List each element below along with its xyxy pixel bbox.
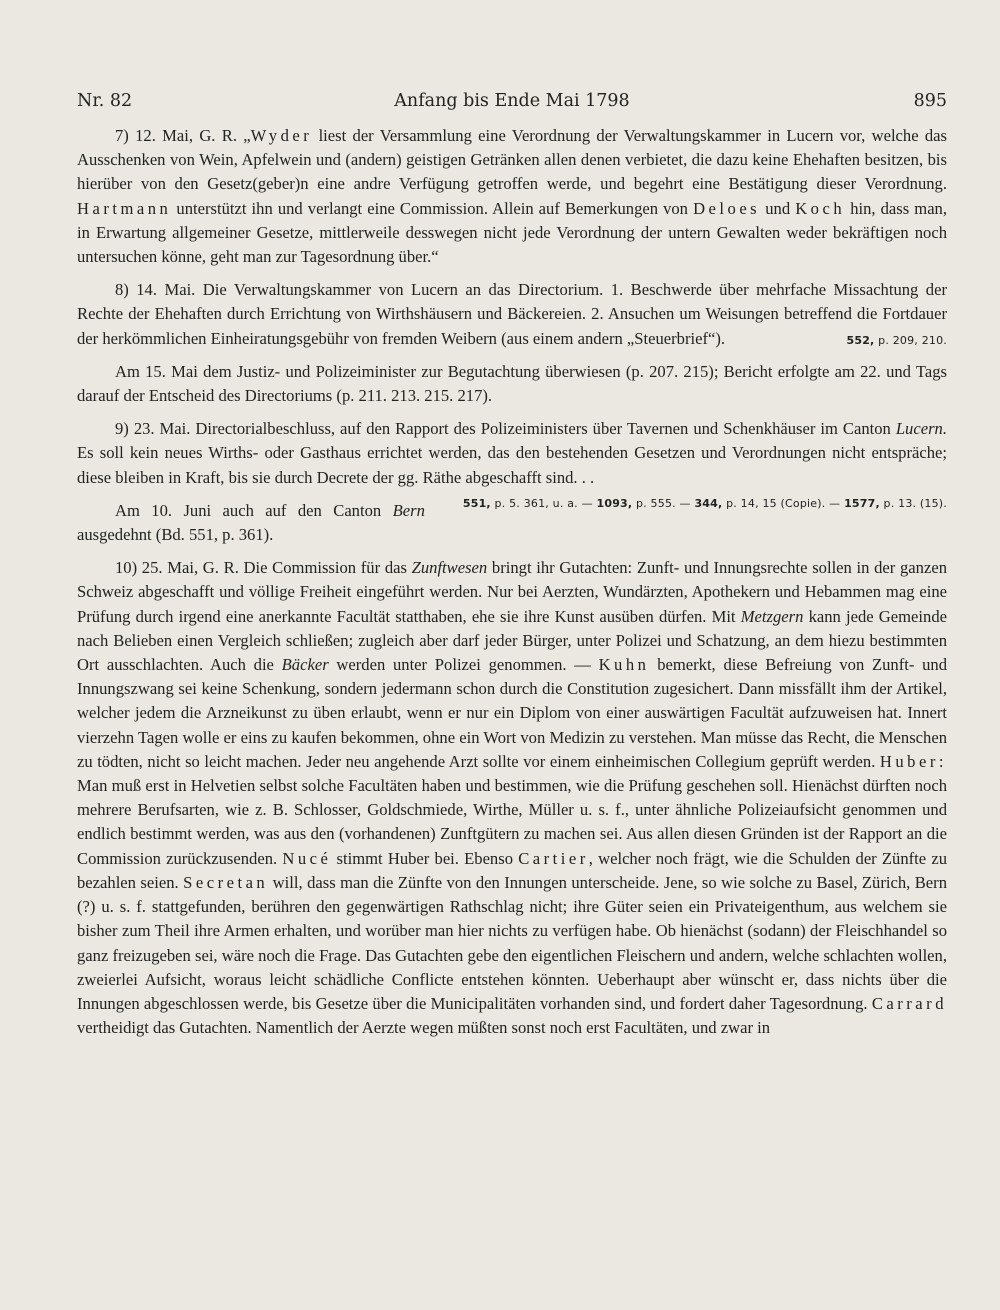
speaker-name: Secretan [183,872,269,892]
speaker-name: Wyder [250,126,313,145]
body-text [77,124,947,1040]
speaker-name: Koch [795,198,846,218]
paragraph-9: 9) 23. Mai. Directorialbeschluss, auf den Rapport des Polizeiministers über Tavernen und Schenkhäuser im Canton Lucern. Es soll kein neues Wirths- oder Gasthaus errichtet werden, das den bestehenden Gesetzen und Verordnungen nicht entspräche; diese bleiben in Kraft, bis sie durch Decrete der gg. Räthe abgeschafft sind. . . 551, p. 5. 361, u. a. — 1093, p. 555. — 344, p. 14, 15 (Copie). — 1577, p. 13. (15). [77,417,947,490]
archive-reference: 551, p. 5. 361, u. a. — 1093, p. 555. — 344, p. 14, 15 (Copie). — 1577, p. 13. (15). [462,496,947,510]
speaker-name: Hartmann [77,198,172,218]
paragraph-10: 10) 25. Mai, G. R. Die Commission für das Zunftwesen bringt ihr Gutachten: Zunft- und Innungsrechte sollen in der ganzen Schweiz abgeschafft und völlige Freiheit eingeführt werden. Nur bei Aerzten, Wundärzten, Apothekern und Hebammen mag eine Prüfung durch irgend eine anerkannte Facultät statthaben, ehe sie ihre Kunst ausüben dürfen. Mit Metzgern kann jede Gemeinde nach Belieben einen Vergleich schließen; zugleich aber darf jeder Bürger, unter Polizei und Schatzung, an dem hiezu bestimmten Ort ausschlachten. Auch die Bäcker werden unter Polizei genommen. — Kuhn bemerkt, diese Befreiung von Zunft- und Innungszwang sei keine Schenkung, sondern jedermann schon durch die Constitution zugesichert. Dann missfällt ihm der Artikel, welcher jedem die Arzneikunst zu üben erlaubt, wenn er nur ein Diplom von einer auswärtigen Facultät aufzuweisen hat. Innert vierzehn Tagen wolle er eins zu kaufen bekommen, ohne ein Wort von Medizin zu verstehen. Man müsse das Recht, die Menschen zu tödten, nicht so leicht machen. Jeder neu angehende Arzt sollte vor einem einheimischen Collegium geprüft werden. Huber: Man muß erst in Helvetien selbst solche Facultäten haben und bestimmen, wie die Prüfung geschehen soll. Hienächst dürften noch mehrere Berufsarten, wie z. B. Schlosser, Goldschmiede, Wirthe, Müller u. s. f., unter ähnliche Polizeiaufsicht genommen und endlich bestimmt werden, was aus den (vorhandenen) Zunftgütern zu machen sei. Aus allen diesen Gründen ist der Rapport an die Commission zurückzusenden. Nucé stimmt Huber bei. Ebenso Cartier, welcher noch frägt, wie die Schulden der Zünfte zu bezahlen seien. Secretan will, dass man die Zünfte von den Innungen unterscheide. Jene, so wie solche zu Basel, Zürich, Bern (?) u. s. f. stattgefunden, berühren den gegenwärtigen Rathschlag nicht; ihre Güter seien ein Privateigenthum, aus welchem sie bisher zum Theil ihre Armen erhalten, und worüber man hier nichts zu verfügen habe. Ob hienächst (sodann) der Fleischhandel so ganz freizugeben sei, wäre noch die Frage. Das Gutachten gebe den eigentlichen Fleischern und andern, welche schlachten wollen, zweierlei Aufsicht, woraus leicht schädliche Conflicte entstehen könnten. Ueberhaupt aber wünscht er, dass nichts über die Innungen abgeschlossen werde, bis Gesetze über die Municipalitäten vorhanden sind, und fordert daher Tagesordnung. Carrard vertheidigt das Gutachten. Namentlich der Aerzte wegen müßten sonst noch erst Facultäten, und zwar in [77,558,947,1038]
document-number: Nr. 82 [77,91,133,111]
speaker-name: Nucé [282,848,332,868]
paragraph-7: 7) 12. Mai, G. R. „Wyder liest der Versammlung eine Verordnung der Verwaltungskammer in Lucern vor, welche das Ausschenken von Wein, Apfelwein und (andern) geistigen Getränken allen denen verbietet, die dazu keine Ehehaften besitzen, bis hierüber von den Gesetz(geber)n eine andre Verfügung getroffen werde, und begehrt eine Bestätigung dieser Verordnung. Hartmann unterstützt ihn und verlangt eine Commission. Allein auf Bemerkungen von Deloes und Koch hin, dass man, in Erwartung allgemeiner Gesetze, mittlerweile desswegen nicht jede Verordnung der untern Gewalten weder bekräftigen noch untersuchen könne, geht man zur Tagesordnung über.“ [77,126,947,267]
running-title: Anfang bis Ende Mai 1798 [394,91,630,111]
paragraph-9-note: Am 10. Juni auch auf den Canton Bern ausgedehnt (Bd. 551, p. 361). [77,500,425,545]
speaker-name: Cartier [518,848,589,868]
speaker-name: Huber: [879,751,947,771]
archive-reference: 552, p. 209, 210. [846,333,947,347]
speaker-name: Deloes [693,198,761,218]
paragraph-8-note: Am 15. Mai dem Justiz- und Polizeiminister zur Begutachtung überwiesen (p. 207. 215); Bericht erfolgte am 22. und Tags darauf der Entscheid des Directoriums (p. 211. 213. 215. 217). [77,361,947,406]
speaker-name: Kuhn [598,655,650,675]
page-number: 895 [913,91,947,111]
paragraph-8: 8) 14. Mai. Die Verwaltungskammer von Lucern an das Directorium. 1. Beschwerde über mehrfache Missachtung der Rechte der Ehehaften durch Errichtung von Wirthshäusern und Bäckereien. 2. Ansuchen um Weisungen betreffend die Fortdauer der herkömmlichen Einheiratungsgebühr von fremden Weibern (aus einem andern „Steuerbrief“). 552, p. 209, 210. [77,278,947,351]
speaker-name: Carrard [871,993,947,1013]
